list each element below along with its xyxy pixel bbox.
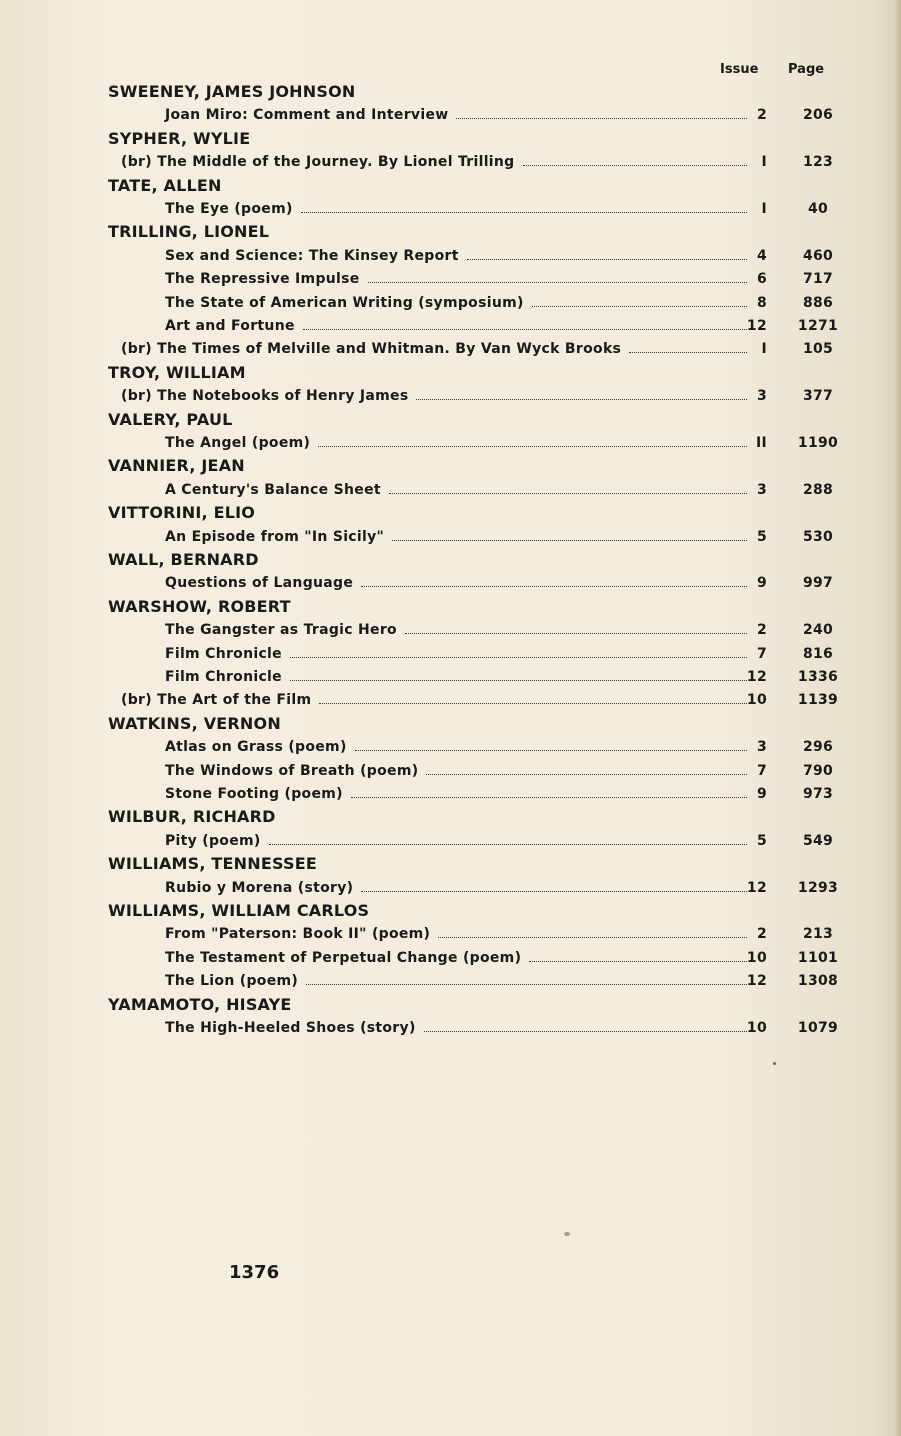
entry-title-text: A Century's Balance Sheet [165,481,381,498]
index-entry [0,1018,901,1040]
author-name: TRILLING, LIONEL [108,222,270,242]
issue-number: I [761,341,767,358]
entry-title [165,622,397,638]
entry-title-text: The Repressive Impulse [165,271,360,288]
dot-leader [467,259,747,260]
index-entry [0,831,901,853]
issue-number: 10 [746,692,767,709]
entry-title [165,107,448,123]
page-reference: 377 [802,388,834,405]
issue-number: 10 [746,949,767,966]
page-reference: 105 [802,341,834,358]
dot-leader [405,633,747,634]
issue-number: 10 [746,1020,767,1036]
entry-title-text: An Episode from "In Sicily" [165,528,385,545]
issue-number: I [761,154,767,171]
dot-leader [301,212,747,213]
page-reference: 213 [802,926,834,943]
entry-title-text: The Art of the Film [157,692,312,709]
page-reference: 288 [802,481,834,498]
index-entry [0,573,901,595]
book-review-marker: (br) [121,154,152,171]
index-entry [0,667,901,689]
entry-title-text: The Testament of Perpetual Change (poem) [165,949,522,966]
entry-title [165,880,353,896]
entry-title-text: Joan Miro: Comment and Interview [165,107,449,124]
issue-number: 5 [756,832,767,849]
author-name: WILLIAMS, WILLIAM CARLOS [108,901,370,920]
page-reference: 40 [807,201,829,217]
entry-title-text: Pity (poem) [165,832,261,849]
page-reference: 460 [802,247,834,264]
dot-leader [438,937,747,938]
author-name: WILLIAMS, TENNESSEE [108,854,317,874]
index-entry [0,386,901,408]
dot-leader [426,774,747,775]
page-reference: 790 [802,762,834,779]
issue-number: 3 [756,739,767,756]
page-number: 1376 [229,1262,280,1283]
issue-number: 5 [756,528,767,545]
index-entry [0,199,901,221]
index-entry [0,784,901,806]
entry-title [165,786,343,802]
author-name: TATE, ALLEN [108,175,222,195]
page-reference: 1308 [797,973,839,990]
author-name: WARSHOW, ROBERT [108,596,291,616]
book-review-marker: (br) [121,692,152,709]
entry-title-text: The Angel (poem) [165,435,311,451]
author-name: WATKINS, VERNON [108,713,281,733]
page-reference: 123 [802,154,834,171]
issue-number: 2 [756,926,767,943]
issue-number: 9 [756,575,767,592]
index-entry [0,316,901,338]
dot-leader [290,680,747,681]
issue-number: 2 [756,107,767,124]
author-name: VANNIER, JEAN [108,456,245,476]
page-reference: 816 [802,645,834,662]
dot-leader [306,984,747,985]
entry-title-text: The Eye (poem) [165,201,293,217]
entry-title-text: The Gangster as Tragic Hero [165,622,397,639]
entry-title [165,271,360,287]
entry-title-text: The Times of Melville and Whitman. By Van Wyck Brooks [157,341,622,358]
entry-title-text: The Windows of Breath (poem) [165,762,419,779]
dot-leader [290,657,747,658]
page-reference: 296 [802,739,834,756]
entry-title [165,318,295,334]
dot-leader [389,493,747,494]
page-column-header: Page [788,62,825,77]
index-entry [0,433,901,455]
entry-title [165,833,261,849]
issue-number: 7 [756,762,767,779]
entry-title [165,973,298,989]
issue-number: 12 [746,318,767,334]
issue-number: 2 [756,622,767,639]
entry-title-text: The Lion (poem) [165,973,299,990]
index-entry [0,644,901,666]
index-entry [0,737,901,759]
dot-leader [319,703,747,704]
author-name: TROY, WILLIAM [108,362,246,382]
entry-title [165,529,384,545]
dot-leader [456,118,747,119]
index-entry [0,761,901,783]
entry-title-text: Stone Footing (poem) [165,786,343,802]
page-reference: 1139 [797,692,839,709]
issue-number: II [755,435,767,451]
entry-title [165,926,430,942]
entry-title [165,482,381,498]
page-reference: 973 [802,786,834,802]
page-reference: 549 [802,832,834,849]
entry-title-text: The High-Heeled Shoes (story) [165,1020,416,1036]
page-reference: 717 [802,271,834,288]
author-name: WALL, BERNARD [108,550,259,569]
page-reference: 206 [802,107,834,124]
dot-leader [355,750,747,751]
dot-leader [361,586,747,587]
index-entry [0,620,901,642]
issue-number: I [761,201,767,217]
entry-title [165,575,353,591]
entry-title-text: Atlas on Grass (poem) [165,739,347,756]
entry-title [165,201,293,217]
index-entry [0,105,901,127]
index-entry [0,269,901,291]
entry-title [121,692,311,708]
dot-leader [318,446,747,447]
issue-column-header: Issue [720,62,759,77]
entry-title-text: The State of American Writing (symposium) [165,294,524,311]
index-entry [0,293,901,315]
issue-number: 4 [756,247,767,264]
entry-title [165,739,347,755]
index-entry [0,690,901,712]
entry-title-text: Film Chronicle [165,669,282,685]
dot-leader [351,797,747,798]
page-reference: 997 [802,575,834,592]
book-review-marker: (br) [121,388,152,405]
page-reference: 1079 [797,1020,839,1036]
dot-leader [629,352,747,353]
index-entry [0,924,901,946]
dot-leader [269,844,747,845]
index-entry [0,339,901,361]
entry-title-text: Questions of Language [165,575,354,592]
entry-title [121,388,408,404]
author-name: VALERY, PAUL [108,409,233,429]
issue-number: 7 [756,645,767,662]
dot-leader [532,306,747,307]
paper-speck [564,1232,570,1236]
dot-leader [303,329,747,330]
dot-leader [424,1031,747,1032]
entry-title-text: The Middle of the Journey. By Lionel Trilling [157,154,515,171]
issue-number: 12 [746,973,767,990]
author-name: WILBUR, RICHARD [108,807,276,827]
page-reference: 1190 [797,435,839,451]
dot-leader [392,540,747,541]
author-name: YAMAMOTO, HISAYE [108,994,292,1014]
page-reference: 1293 [797,879,839,896]
index-entry [0,246,901,268]
page-reference: 240 [802,622,834,639]
entry-title [165,763,418,779]
book-review-marker: (br) [121,341,152,358]
entry-title [165,248,459,264]
issue-number: 3 [756,388,767,405]
index-entry [0,971,901,993]
entry-title [121,154,515,170]
entry-title [165,295,524,311]
entry-title-text: Art and Fortune [165,318,295,334]
issue-number: 3 [756,481,767,498]
dot-leader [416,399,747,400]
index-entry [0,527,901,549]
entry-title-text: Sex and Science: The Kinsey Report [165,247,459,264]
page-reference: 530 [802,528,834,545]
entry-title-text: From "Paterson: Book II" (poem) [165,926,431,943]
entry-title [165,435,310,451]
issue-number: 6 [756,271,767,288]
entry-title [165,669,282,685]
page-reference: 886 [802,294,834,311]
dot-leader [529,961,747,962]
entry-title [165,1020,416,1036]
index-entry [0,480,901,502]
paper-speck [773,1062,776,1065]
dot-leader [523,165,747,166]
index-entry [0,152,901,174]
author-name: VITTORINI, ELIO [108,503,256,523]
dot-leader [368,282,747,283]
author-name: SWEENEY, JAMES JOHNSON [108,82,356,101]
issue-number: 9 [756,786,767,802]
issue-number: 12 [746,669,767,685]
entry-title [121,341,621,357]
page-reference: 1271 [797,318,839,334]
entry-title [165,646,282,662]
page-reference: 1101 [797,949,839,966]
entry-title-text: Rubio y Morena (story) [165,879,354,896]
issue-number: 8 [756,294,767,311]
entry-title [165,950,521,966]
author-name: SYPHER, WYLIE [108,128,251,148]
entry-title-text: Film Chronicle [165,645,282,662]
dot-leader [361,891,747,892]
page-reference: 1336 [797,669,839,685]
index-entry [0,878,901,900]
entry-title-text: The Notebooks of Henry James [157,388,409,405]
index-entry [0,948,901,970]
issue-number: 12 [746,879,767,896]
